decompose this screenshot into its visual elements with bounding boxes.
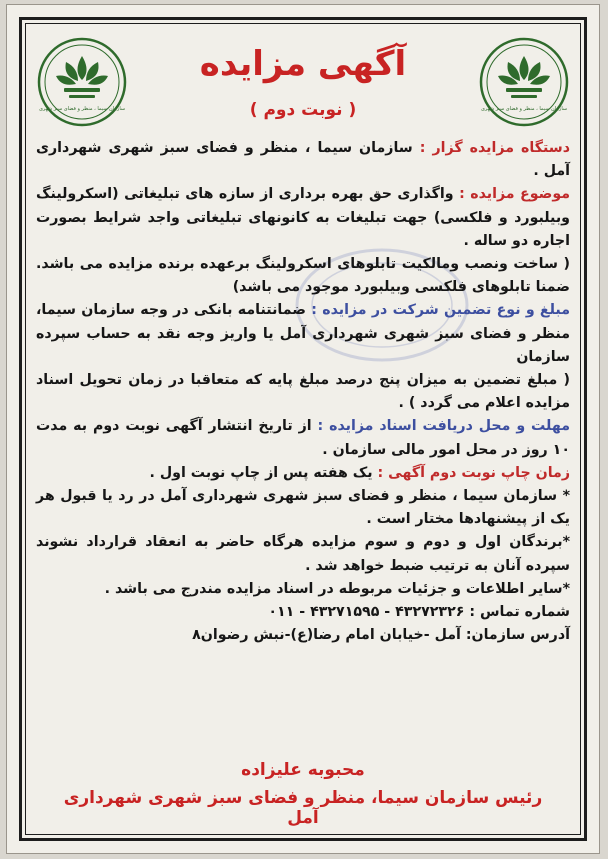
notice-body <box>36 137 570 647</box>
notice-round: ( نوبت دوم ) <box>249 100 357 120</box>
deadline-text: از تاریخ انتشار آگهی نوبت دوم به مدت ۱۰ روز در محل امور مالی سازمان . <box>36 418 570 458</box>
signatory-role: رئیس سازمان سیما، منظر و فضای سبز شهری شهرداری آمل <box>63 788 543 828</box>
newspaper-clipping <box>6 4 600 854</box>
forfeit-clause: *برندگان اول و دوم و سوم مزایده هرگاه حاضر به انعقاد قرارداد نشوند سپرده آنان به ترتیب ضبط خواهد شد . <box>36 534 570 574</box>
subject-label: موضوع مزایده : <box>459 186 571 203</box>
svg-text:سازمان سیما ، منظر و فضای سبز: سازمان سیما ، منظر و فضای سبز شهری <box>38 106 126 112</box>
organizer-text: سازمان سیما ، منظر و فضای سبز شهری شهرداری آمل . <box>36 140 570 180</box>
organization-address: آدرس سازمان: آمل -خیابان امام رضا(ع)-نبش رضوان۸ <box>192 627 570 644</box>
guarantee-amount-note: ( مبلغ تضمین به میزان پنج درصد مبلغ پایه که متعاقبا در زمان تحویل اسناد مزایده اعلام می گردد ) . <box>36 372 570 412</box>
svg-text:سازمان سیما ، منظر و فضای سبز: سازمان سیما ، منظر و فضای سبز شهری <box>480 106 568 112</box>
notice-title: آگهی مزایده <box>199 44 407 84</box>
guarantee-paragraph <box>36 299 570 369</box>
organization-seal-right <box>478 36 570 128</box>
deadline-label: مهلت و محل دریافت اسناد مزایده : <box>317 418 570 435</box>
signatory-name: محبوبه علیزاده <box>241 760 365 780</box>
guarantee-text: ضمانتنامه بانکی در وجه سازمان سیما، منظر و فضای سبز شهری شهرداری آمل یا واریز وجه نقد به حساب سپرده سازمان <box>36 302 570 365</box>
organization-seal-left <box>36 36 128 128</box>
ownership-note: ( ساخت ونصب ومالکیت تابلوهای اسکرولینگ برعهده برنده مزایده می باشد. ضمنا تابلوهای فلکسی وبیلبورد موجود می باشد) <box>36 256 570 296</box>
rejection-clause: * سازمان سیما ، منظر و فضای سبز شهری شهرداری آمل در رد یا قبول هر یک از پیشنهادها مختار است . <box>36 488 570 528</box>
subject-text: واگذاری حق بهره برداری از سازه های تبلیغاتی (اسکرولینگ وبیلبورد و فلکسی) جهت تبلیغات به کانونهای تبلیغاتی واجد شرایط بصورت اجاره دو ساله . <box>36 186 570 249</box>
publish-text: یک هفته پس از چاپ نوبت اول . <box>149 464 378 481</box>
deadline-paragraph <box>36 415 570 461</box>
organizer-paragraph <box>36 137 570 183</box>
subject-paragraph <box>36 183 570 253</box>
guarantee-label: مبلغ و نوع تضمین شرکت در مزایده : <box>311 302 570 319</box>
details-clause: *سایر اطلاعات و جزئیات مربوطه در اسناد مزایده مندرج می باشد . <box>104 580 570 597</box>
contact-phone: شماره تماس : ۴۳۲۷۲۳۲۶ - ۴۳۲۷۱۵۹۵ - ۰۱۱ <box>268 604 570 621</box>
outer-border <box>19 17 587 841</box>
publish-paragraph <box>36 462 570 485</box>
publish-label: زمان چاپ نوبت دوم آگهی : <box>377 464 570 481</box>
organizer-label: دستگاه مزایده گزار : <box>419 140 570 156</box>
